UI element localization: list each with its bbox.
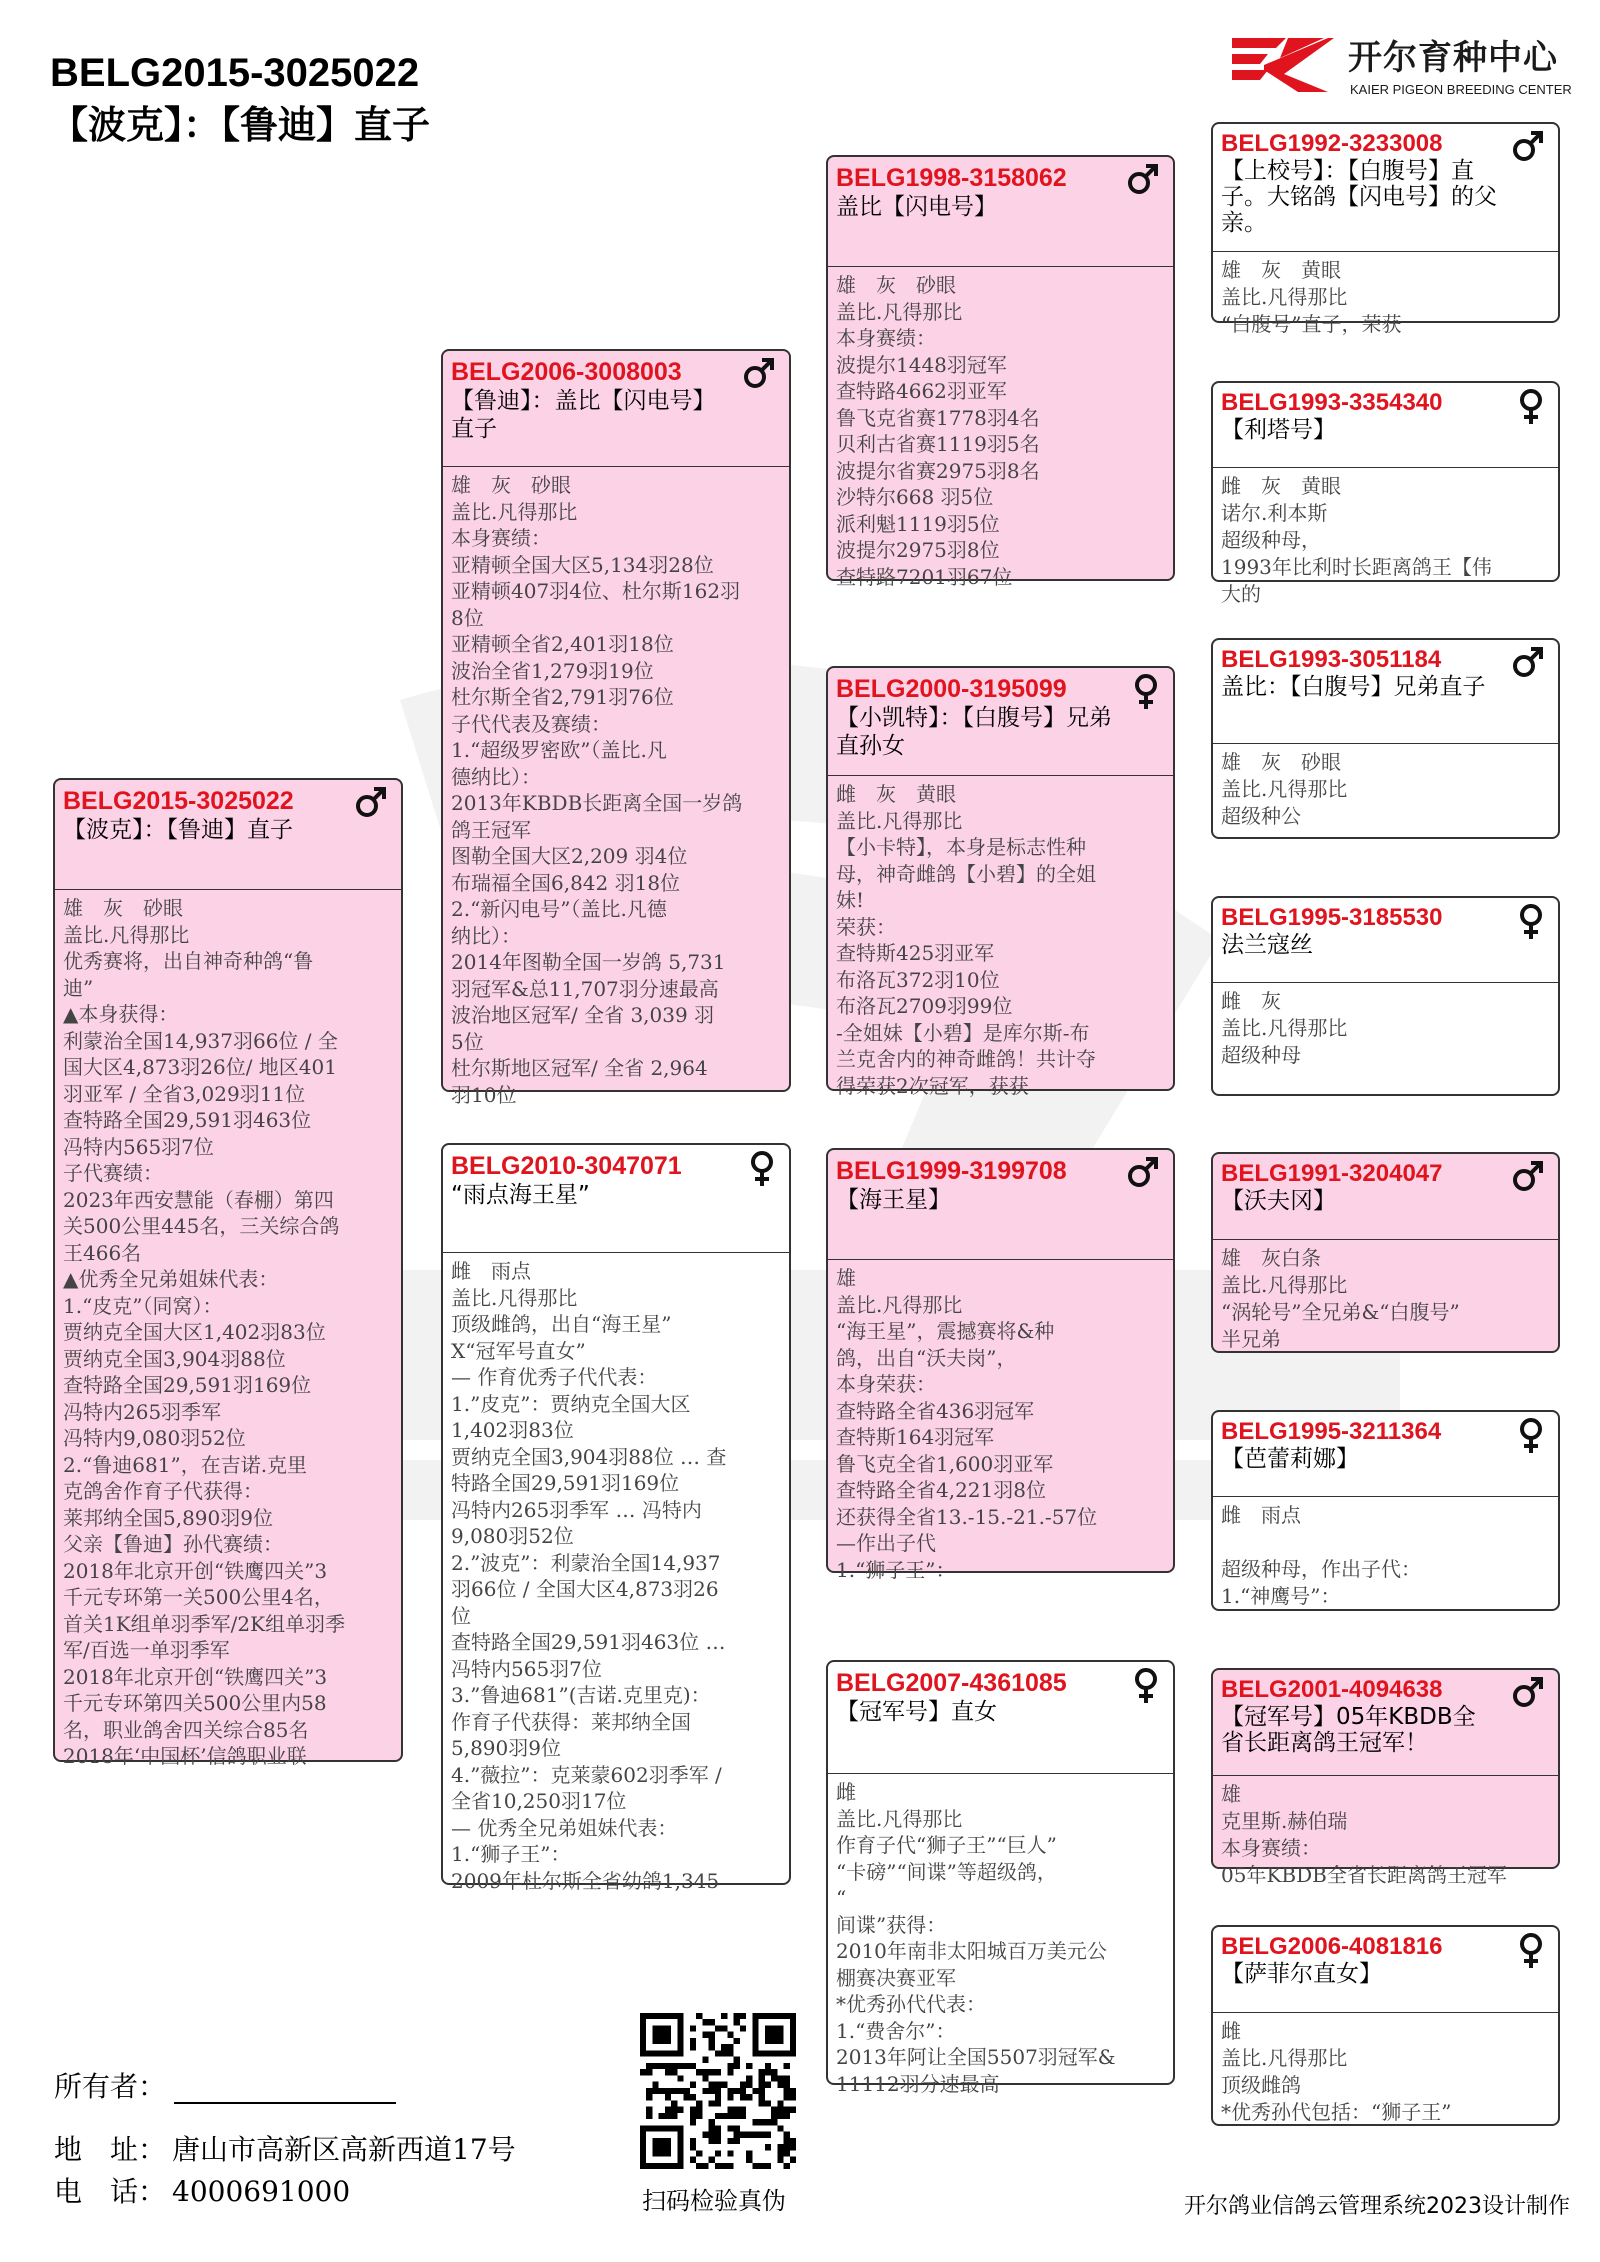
note-line: 纳比）： [451,923,521,948]
sex-icon [1131,672,1161,716]
note-line: 本身荣获： [836,1372,936,1396]
note-line: 查特路全省436羽冠军 [836,1398,1035,1423]
note-line: 查特路全省4,221羽8位 [836,1478,1046,1502]
note-line: 查特路4662羽亚军 [836,379,1007,403]
ring-number: BELG2006-3008003 [451,358,682,386]
note-line: 布洛瓦2709羽99位 [836,994,1013,1018]
note-line: 雌 灰 黄眼 [836,782,956,806]
note-line: -全姐妹【小碧】是库尔斯-布 [836,1020,1090,1045]
note-line: 荣获： [836,914,896,939]
note-line: 雄 灰 砂眼 [451,473,571,497]
ring-number: BELG2010-3047071 [451,1152,682,1180]
note-line: “白腹号”直子，荣获 [1221,312,1402,336]
pedigree-notes [828,267,1173,589]
sex-icon [1510,128,1546,168]
note-line [1221,1529,1550,1556]
note-line: 盖比.凡得那比 [836,299,963,324]
note-line: 莱邦纳全国5,890羽9位 [63,1505,273,1530]
note-line: 冯特内565羽7位 [451,1656,602,1681]
note-line: ▲优秀全兄弟姐妹代表： [63,1267,279,1291]
female-symbol-icon [1516,387,1546,427]
ring-number: BELG2001-4094638 [1221,1676,1443,1703]
note-line: 查特路全国29,591羽169位 [63,1373,312,1397]
page-subtitle: 【波克】：【鲁迪】直子 [50,103,431,147]
note-line: 贝利古省赛1119羽5名 [836,432,1040,456]
note-line: 军/百选一单羽季军 [63,1638,230,1662]
note-line: X“冠军号直女” [451,1338,586,1363]
pedigree-notes [55,890,401,1768]
qr-caption: 扫码检验真伪 [642,2187,786,2215]
pedigree-notes [1213,744,1558,837]
note-line: 冯特内265羽季军 [63,1399,222,1424]
note-line: 冯特内565羽7位 [63,1134,214,1159]
pigeon-name: 【波克】：【鲁迪】直子 [63,817,293,843]
note-line: 雄 灰 砂眼 [63,896,183,920]
note-line: 盖比.凡得那比 [1221,1273,1348,1297]
sex-icon [747,1149,777,1193]
sex-icon [741,355,777,395]
note-line: 全省10,250羽17位 [451,1789,627,1813]
note-line: 贾纳克全国大区1,402羽83位 [63,1320,326,1344]
dam-sire-card [826,1148,1175,1582]
note-line: 1.“费舍尔”： [836,2018,956,2043]
qr-code-icon [640,2013,796,2169]
note-line: — 作育优秀子代代表： [451,1365,658,1389]
note-line: “海王星”，震撼赛将&种 [836,1319,1055,1343]
note-line: 查特斯425羽亚军 [836,941,995,965]
note-line: 布瑞福全国6,842 羽18位 [451,870,681,895]
note-line: 2014年图勒全国一岁鸽 5,731 [451,950,726,974]
male-symbol-icon [1125,161,1161,197]
note-line: 2013年KBDB长距离全国一岁鸽 [451,791,743,815]
owner-field-line [174,2102,396,2104]
note-line: 雄 灰 砂眼 [836,273,956,297]
note-line: 冯特内9,080羽52位 [63,1426,246,1450]
dam-card [441,1143,791,1893]
note-line: 贾纳克全国3,904羽88位 … 查 [451,1444,727,1469]
dds-card [1211,1668,1560,1887]
note-line: 盖比.凡得那比 [836,808,963,833]
male-symbol-icon [353,784,389,820]
ring-number: BELG2015-3025022 [63,787,294,815]
note-line: 2.“新闪电号”（盖比.凡德 [451,897,667,921]
sss-card [1211,122,1560,336]
note-line: 冯特内265羽季军 … 冯特内 [451,1497,702,1522]
note-line: 图勒全国大区2,209 羽4位 [451,844,688,868]
brand-name: 开尔育种中心 [1348,38,1558,78]
note-line: 5位 [451,1029,484,1054]
kaier-logo-icon [1228,34,1338,96]
note-line: 利蒙治全国14,937羽66位 / 全 [63,1028,338,1053]
note-line: 特路全国29,591羽169位 [451,1471,680,1495]
pigeon-name: 【海王星】 [836,1187,951,1213]
note-line: 德纳比）： [451,764,541,789]
ring-number: BELG1999-3199708 [836,1157,1067,1185]
note-line: 位 [451,1603,471,1628]
note-line: 2013年阿让全国5507羽冠军& [836,2045,1116,2069]
note-line: 8位 [451,605,484,630]
note-line: 本身赛绩： [1221,1836,1321,1860]
pedigree-notes [828,1260,1173,1582]
note-line: 本身赛绩： [451,526,551,550]
note-line: 1.”皮克”：贾纳克全国大区 [451,1391,691,1416]
note-line: 国大区4,873羽26位/ 地区401 [63,1055,337,1079]
sire-card [441,349,791,1107]
ring-number: BELG1992-3233008 [1221,130,1443,157]
note-line: —作出子代 [836,1531,936,1555]
pigeon-name: 【冠军号】直女 [836,1699,997,1725]
note-line: 名，职业鸽舍四关综合85名 [63,1717,309,1742]
phone-value: 4000691000 [172,2175,351,2208]
note-line: 千元专环第四关500公里内58 [63,1691,327,1715]
note-line: 2018年北京开创“铁鹰四关”3 [63,1664,328,1689]
note-line: 母，神奇雌鸽【小碧】的全姐 [836,861,1096,886]
note-line: 雌 雨点 [1221,1503,1301,1527]
pedigree-notes [1213,1240,1558,1351]
pigeon-name: 【利塔号】 [1221,417,1336,443]
female-symbol-icon [1516,1931,1546,1971]
note-line: 派利魁1119羽5位 [836,511,1000,536]
note-line: 兰克舍内的神奇雌鸽！共计夺 [836,1047,1096,1071]
note-line: 1.“超级罗密欧”（盖比.凡 [451,738,667,762]
note-line: 亚精顿全省2,401羽18位 [451,632,674,656]
note-line: 1.“狮子王”： [836,1557,956,1582]
sex-icon [1510,644,1546,684]
pedigree-notes [443,467,789,1107]
note-line: 得荣获2次冠军，获获 [836,1073,1029,1098]
note-line: 克鸽舍作育子代获得： [63,1479,263,1503]
pedigree-notes [1213,983,1558,1094]
note-line: 【小卡特】，本身是标志性种 [836,835,1086,859]
ring-number: BELG1991-3204047 [1221,1160,1443,1187]
note-line: 雄 灰 砂眼 [1221,750,1341,774]
dsd-card [1211,1410,1560,1611]
note-line: 还获得全省13.-15.-21.-57位 [836,1504,1098,1529]
note-line: 作育子代“狮子王”“巨人” [836,1833,1057,1857]
pigeon-name: “雨点海王星” [451,1182,590,1208]
note-line: 克里斯.赫伯瑞 [1221,1809,1348,1833]
credit-text: 开尔鸽业信鸽云管理系统2023设计制作 [1184,2194,1570,2219]
pedigree-notes [828,776,1173,1098]
dam-dam-card [826,1660,1175,2096]
pedigree-notes [828,1774,1173,2096]
note-line: 1993年比利时长距离鸽王【伟 [1221,555,1492,579]
pigeon-name: 【冠军号】05年KBDB全省长距离鸽王冠军！ [1221,1704,1476,1756]
note-line: 迪” [63,975,94,1000]
note-line: 盖比.凡得那比 [1221,1016,1348,1040]
pedigree-notes [1213,468,1558,606]
pedigree-notes [443,1253,789,1893]
sex-icon [1516,1931,1546,1975]
note-line: 棚赛决赛亚军 [836,1965,956,1990]
note-line: 顶级雌鸽 [1221,2073,1301,2097]
note-line: 王466名 [63,1240,142,1265]
note-line: 雌 灰 [1221,989,1281,1013]
note-line: 鲁飞克全省1,600羽亚军 [836,1451,1054,1476]
note-line: 11112羽分速最高 [836,2071,1000,2096]
ring-number: BELG1995-3211364 [1221,1418,1442,1445]
sex-icon [1516,1416,1546,1460]
sire-sire-card [826,155,1175,589]
sire-dam-card [826,666,1175,1098]
note-line: 查特斯164羽冠军 [836,1425,995,1449]
female-symbol-icon [1516,902,1546,942]
note-line: 查特路7201羽67位 [836,564,1013,589]
pigeon-name: 【鲁迪】：盖比【闪电号】直子 [451,388,716,442]
note-line: 关500公里445名，三关综合鸽 [63,1214,340,1238]
note-line: 羽10位 [451,1082,517,1107]
note-line: 波治全省1,279羽19位 [451,658,654,683]
note-line: “卡磅”“间谍”等超级鸽， [836,1859,1057,1884]
note-line: 盖比.凡得那比 [836,1806,963,1831]
note-line: 布洛瓦372羽10位 [836,967,1000,992]
note-line: 首关1K组单羽季军/2K组单羽季 [63,1611,346,1636]
pigeon-name: 盖比：【白腹号】兄弟直子 [1221,674,1486,700]
note-line: 雌 雨点 [451,1259,531,1283]
note-line: 作育子代获得：莱邦纳全国 [451,1709,691,1734]
note-line: 雄 [836,1266,856,1290]
note-line: 超级种母 [1221,1043,1301,1067]
owner-label: 所有者： [54,2070,167,2103]
note-line: 2010年南非太阳城百万美元公 [836,1939,1107,1963]
ssd-card [1211,381,1560,606]
note-line: 超级种母，作出子代： [1221,1557,1421,1581]
note-line: *优秀孙代代表： [836,1992,986,2016]
pedigree-notes [1213,252,1558,336]
note-line: 1,402羽83位 [451,1418,574,1442]
note-line: 雄 灰白条 [1221,1246,1321,1270]
note-line: 9,080羽52位 [451,1524,574,1548]
note-line: “涡轮号”全兄弟&“白腹号” [1221,1300,1460,1324]
ring-number: BELG1995-3185530 [1221,904,1443,931]
note-line: 1.“神鹰号”： [1221,1584,1341,1608]
sex-icon [1125,161,1161,201]
pigeon-name: 【萨菲尔直女】 [1221,1961,1382,1987]
note-line: 妹! [836,888,865,912]
note-line: 本身赛绩： [836,326,936,350]
sex-icon [1510,1674,1546,1714]
note-line: 2018年‘中国杯’信鸽职业联 [63,1744,307,1768]
note-line: 超级种母， [1221,528,1321,552]
note-line: 2023年西安慧能（春棚）第四 [63,1187,334,1212]
note-line: 鸽王冠军 [451,817,531,842]
male-symbol-icon [741,355,777,391]
male-symbol-icon [1510,644,1546,680]
note-line: 雄 灰 黄眼 [1221,258,1341,282]
sex-icon [353,784,389,824]
pedigree-notes [1213,2013,1558,2124]
female-symbol-icon [747,1149,777,1189]
note-line: 贾纳克全国3,904羽88位 [63,1346,286,1371]
male-symbol-icon [1125,1154,1161,1190]
pigeon-name: 【芭蕾莉娜】 [1221,1446,1359,1472]
note-line: 半兄弟 [1221,1327,1281,1351]
note-line: 亚精顿407羽4位、杜尔斯162羽 [451,579,741,603]
brand-logo [1228,34,1578,104]
male-symbol-icon [1510,128,1546,164]
note-line: — 优秀全兄弟姐妹代表： [451,1815,678,1840]
note-line: 鸽，出自“沃夫岗”， [836,1345,1017,1370]
note-line: 波提尔1448羽冠军 [836,352,1007,377]
sex-icon [1510,1158,1546,1198]
subject-card [53,778,403,1768]
pigeon-name: 【沃夫冈】 [1221,1188,1336,1214]
note-line: 羽冠军&总11,707羽分速最高 [451,976,719,1001]
note-line: 诺尔.利本斯 [1221,501,1328,525]
note-line: 2.“鲁迪681”，在吉诺.克里 [63,1452,308,1477]
dss-card [1211,1152,1560,1353]
page-title: BELG2015-3025022 [50,51,420,95]
pigeon-name: 【小凯特】：【白腹号】兄弟直孙女 [836,705,1112,759]
note-line: 查特路全国29,591羽463位 … [451,1630,726,1654]
ddd-card [1211,1925,1560,2126]
sds-card [1211,638,1560,839]
address-label: 地 址： [54,2133,167,2166]
note-line: “ [836,1886,847,1910]
note-line: 超级种公 [1221,804,1301,828]
note-line: 2009年杜尔斯全省幼鸽1,345 [451,1868,720,1893]
note-line: ▲本身获得： [63,1002,179,1026]
note-line: 4.”薇拉”：克莱蒙602羽季军 / [451,1762,722,1787]
phone-label: 电 话： [54,2175,167,2208]
pedigree-notes [1213,1776,1558,1887]
note-line: 雄 [1221,1782,1241,1806]
note-line: 鲁飞克省赛1778羽4名 [836,405,1040,430]
note-line: 盖比.凡得那比 [451,1285,578,1310]
pedigree-notes [1213,1497,1558,1609]
ring-number: BELG1993-3051184 [1221,646,1442,673]
note-line: *优秀孙代包括：“狮子王” [1221,2100,1452,2124]
note-line: 盖比.凡得那比 [63,922,190,947]
brand-subtitle: KAIER PIGEON BREEDING CENTER [1350,82,1572,97]
ring-number: BELG2006-4081816 [1221,1933,1443,1960]
ring-number: BELG1993-3354340 [1221,389,1443,416]
note-line: 盖比.凡得那比 [451,499,578,524]
note-line: 1.“狮子王”： [451,1842,571,1866]
note-line: 大的 [1221,582,1261,606]
note-line: 雌 灰 黄眼 [1221,474,1341,498]
note-line: 亚精顿全国大区5,134羽28位 [451,552,714,577]
address-value: 唐山市高新区高新西道17号 [172,2133,516,2166]
note-line: 波治地区冠军/ 全省 3,039 羽 [451,1003,715,1027]
note-line: 沙特尔668 羽5位 [836,485,994,509]
note-line: 羽66位 / 全国大区4,873羽26 [451,1577,719,1601]
note-line: 雌 [1221,2019,1241,2043]
ring-number: BELG2007-4361085 [836,1669,1067,1697]
note-line: 羽亚军 / 全省3,029羽11位 [63,1081,306,1106]
note-line: 波提尔省赛2975羽8名 [836,458,1040,483]
note-line: 雌 [836,1780,856,1804]
note-line: 2018年北京开创“铁鹰四关”3 [63,1558,328,1583]
sex-icon [1516,902,1546,946]
note-line: 3.”鲁迪681”(吉诺.克里克)： [451,1683,711,1707]
male-symbol-icon [1510,1158,1546,1194]
pigeon-name: 【上校号】：【白腹号】直子。大铭鸽【闪电号】的父亲。 [1221,158,1497,236]
note-line: 优秀赛将，出自神奇种鸽“鲁 [63,949,314,973]
note-line: 子代赛绩： [63,1161,163,1185]
sex-icon [1131,1666,1161,1710]
note-line: 间谍”获得： [836,1912,947,1937]
ring-number: BELG2000-3195099 [836,675,1067,703]
note-line: 顶级雌鸽，出自“海王星” [451,1312,672,1336]
note-line: 杜尔斯全省2,791羽76位 [451,685,674,709]
male-symbol-icon [1510,1674,1546,1710]
note-line: 子代代表及赛绩： [451,711,611,736]
pigeon-name: 盖比【闪电号】 [836,194,997,220]
note-line: 波提尔2975羽8位 [836,538,1000,562]
note-line: 1.“皮克”（同窝）： [63,1293,223,1318]
note-line: 杜尔斯地区冠军/ 全省 2,964 [451,1056,708,1080]
note-line: 盖比.凡得那比 [1221,285,1348,309]
note-line: 05年KBDB全省长距离鸽王冠军 [1221,1863,1507,1887]
female-symbol-icon [1131,672,1161,712]
note-line: 查特路全国29,591羽463位 [63,1108,312,1132]
female-symbol-icon [1131,1666,1161,1706]
note-line: 千元专环第一关500公里4名， [63,1585,334,1609]
sex-icon [1125,1154,1161,1194]
note-line: 盖比.凡得那比 [836,1292,963,1317]
sex-icon [1516,387,1546,431]
pigeon-name: 法兰寇丝 [1221,932,1313,958]
note-line: 盖比.凡得那比 [1221,2046,1348,2070]
ring-number: BELG1998-3158062 [836,164,1067,192]
female-symbol-icon [1516,1416,1546,1456]
note-line: 2.”波克”：利蒙治全国14,937 [451,1550,721,1575]
note-line: 父亲【鲁迪】孙代赛绩： [63,1532,283,1556]
note-line: 盖比.凡得那比 [1221,777,1348,801]
note-line: 5,890羽9位 [451,1736,561,1760]
sdd-card [1211,896,1560,1096]
